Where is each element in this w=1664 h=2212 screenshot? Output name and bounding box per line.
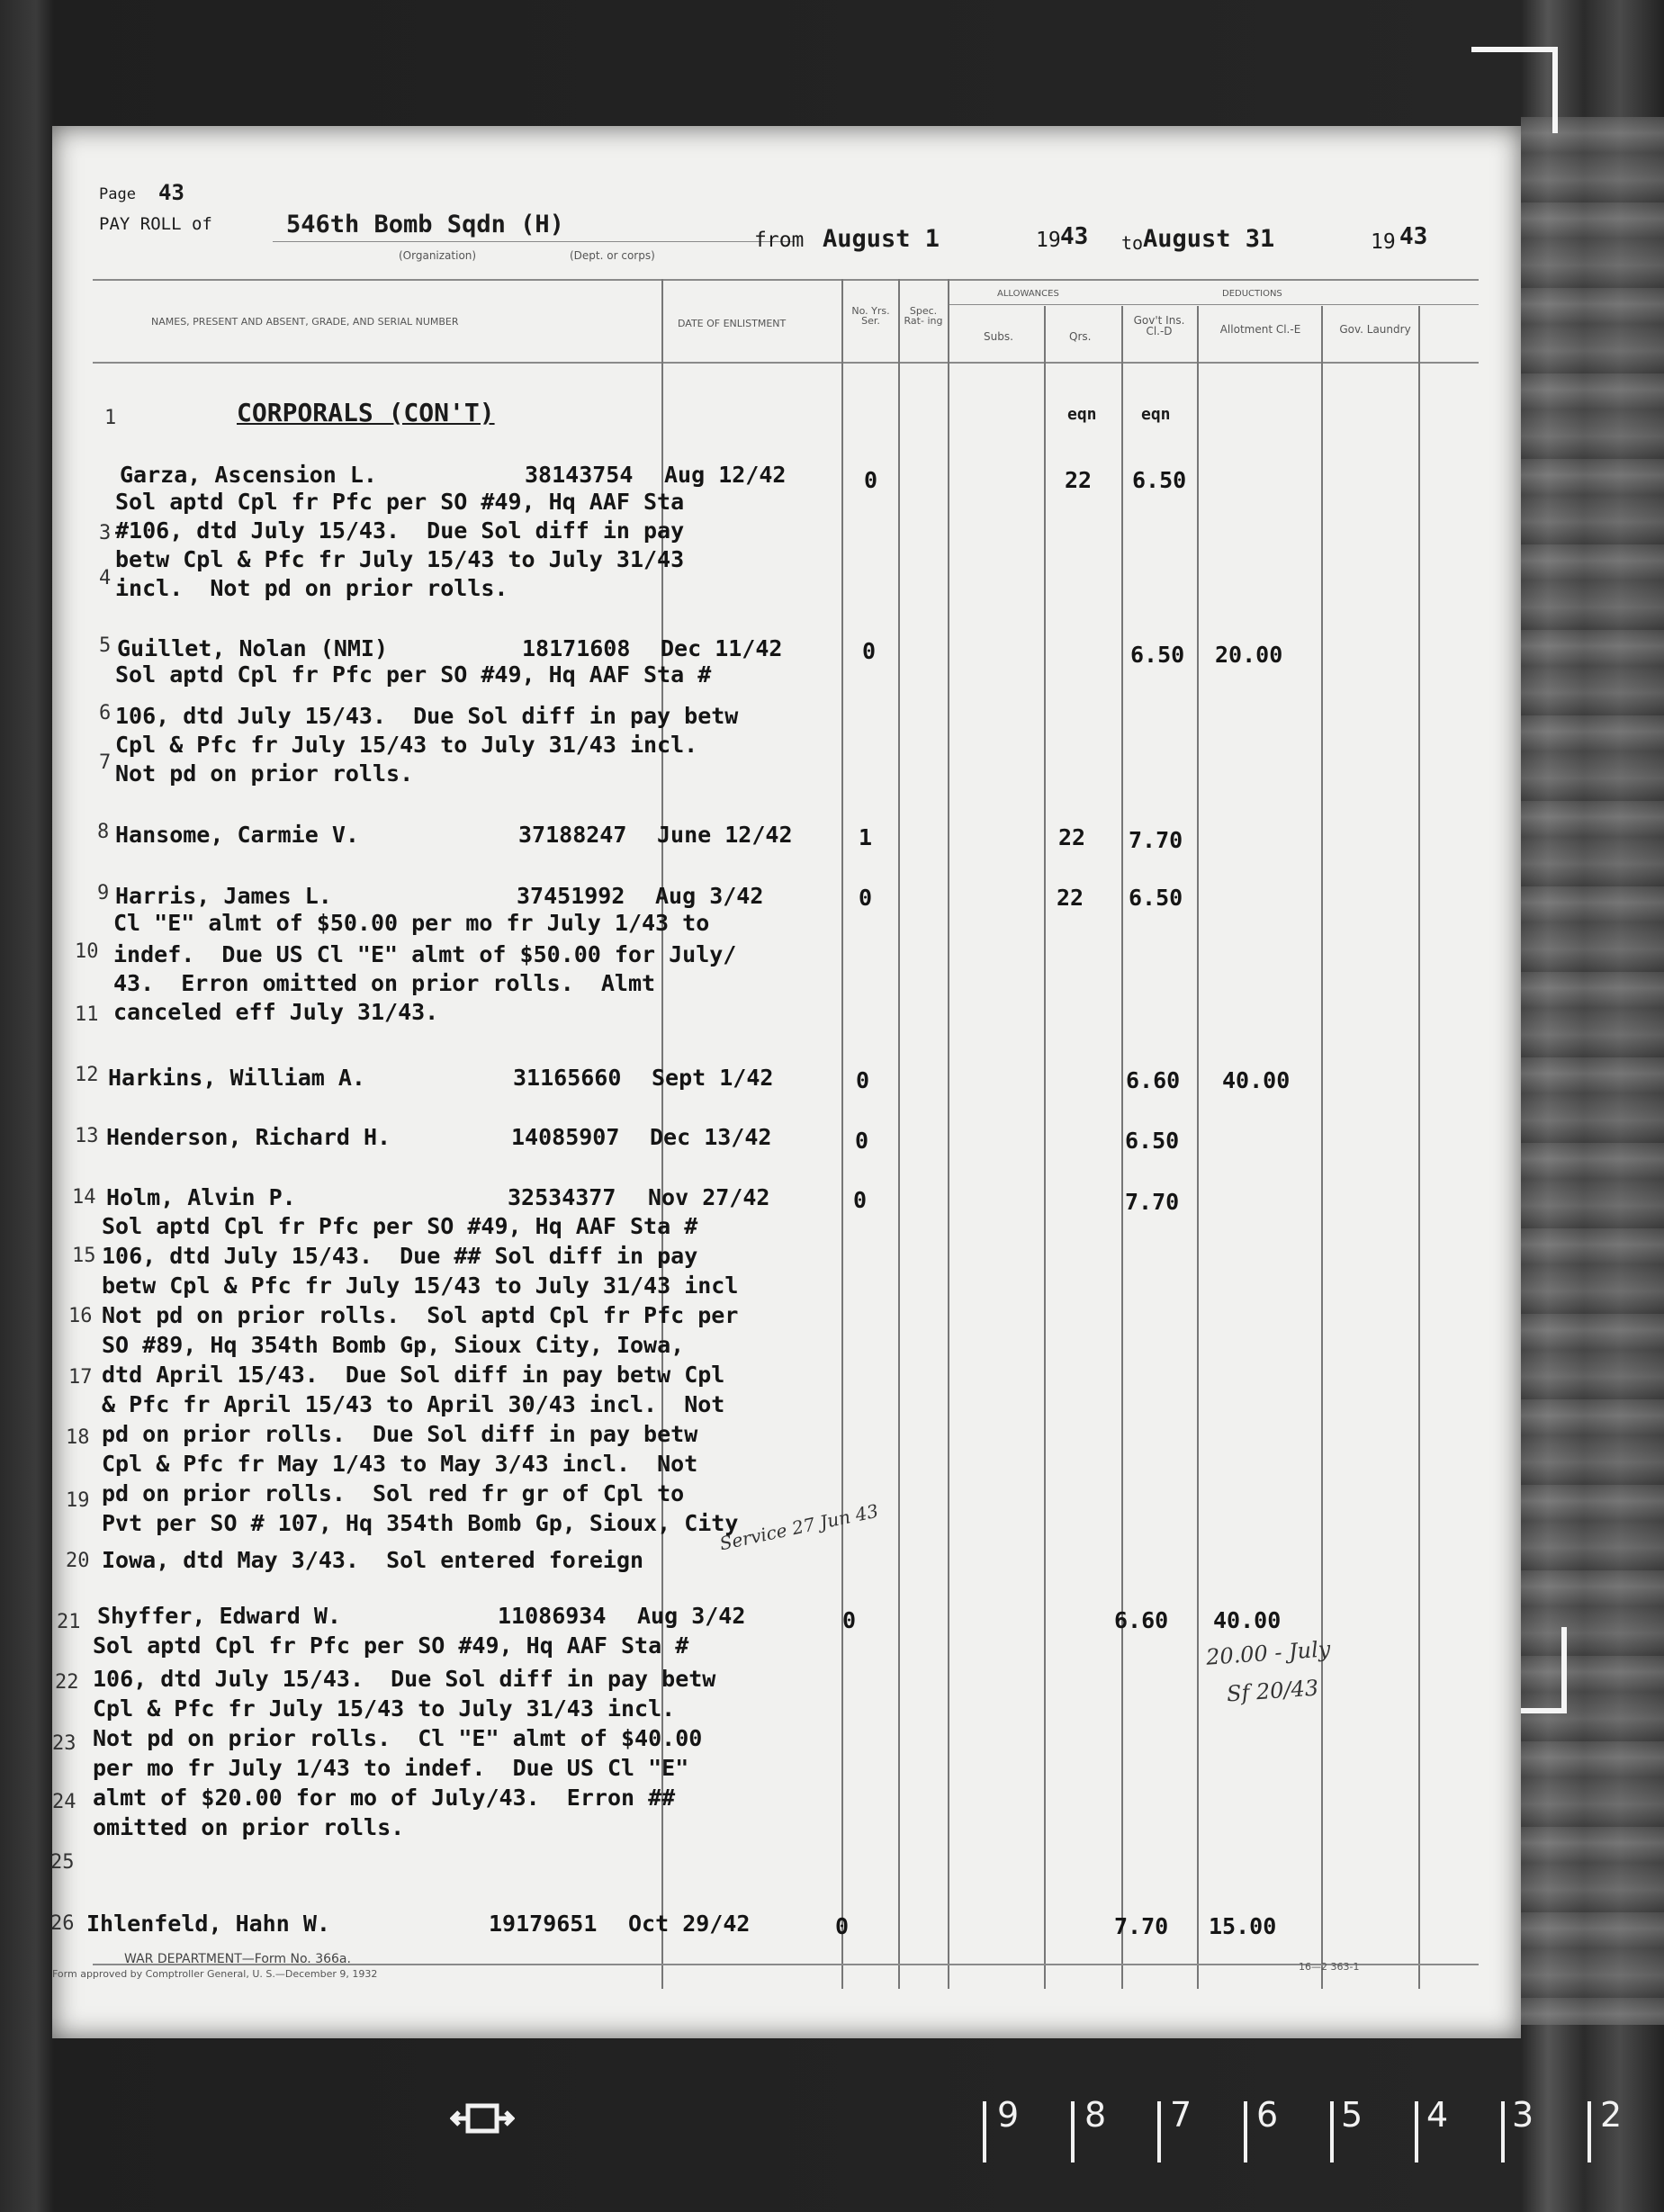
- soldier-name: Harris, James L.: [115, 883, 332, 909]
- col-header-insurance: Gov't Ins. Cl.-D: [1133, 314, 1185, 337]
- ruler-number: 9: [997, 2095, 1020, 2135]
- years-service: 0: [855, 1128, 869, 1154]
- allotment-value: 15.00: [1209, 1913, 1277, 1939]
- remark-line: Iowa, dtd May 3/43. Sol entered foreign: [102, 1547, 644, 1573]
- page-label: Page: [99, 185, 136, 203]
- col-header-qrs: Qrs.: [1069, 330, 1092, 343]
- section-mark-qrs: eqn: [1067, 405, 1097, 424]
- film-edge-streaks: [1521, 117, 1664, 2025]
- remark-line: Cl "E" almt of $50.00 per mo fr July 1/43 to: [113, 910, 710, 936]
- crop-mark-top-right: [1471, 47, 1558, 133]
- enlistment-date: Oct 29/42: [628, 1911, 751, 1937]
- row-number: 17: [68, 1366, 93, 1389]
- section-mark-ins: eqn: [1141, 405, 1171, 424]
- form-code: 16—2 363-1: [1299, 1961, 1360, 1973]
- col-header-enlistment: DATE OF ENLISTMENT: [678, 318, 787, 329]
- row-number: 8: [97, 821, 110, 843]
- branch-sublabel: (Dept. or corps): [570, 249, 655, 262]
- years-service: 0: [835, 1913, 850, 1939]
- ruler-number: 3: [1512, 2095, 1534, 2135]
- years-service: 1: [859, 824, 873, 850]
- remark-line: SO #89, Hq 354th Bomb Gp, Sioux City, Iowa,: [102, 1332, 685, 1358]
- insurance-value: 6.50: [1130, 642, 1185, 668]
- to-date: August 31: [1143, 225, 1275, 253]
- row-number: 26: [50, 1912, 75, 1935]
- row-number: 13: [75, 1125, 99, 1147]
- col-header-laundry: Gov. Laundry: [1339, 323, 1411, 336]
- remark-line: Sol aptd Cpl fr Pfc per SO #49, Hq AAF Sta #: [102, 1213, 698, 1239]
- allotment-value: 20.00: [1215, 642, 1283, 668]
- remark-line: Not pd on prior rolls. Cl "E" almt of $40.00: [93, 1725, 703, 1751]
- from-year-prefix: 19: [1036, 229, 1061, 252]
- row-number: 12: [75, 1064, 99, 1086]
- row-number: 19: [66, 1489, 90, 1512]
- insurance-value: 6.50: [1129, 885, 1183, 911]
- remark-line: 106, dtd July 15/43. Due Sol diff in pay betw: [115, 703, 739, 729]
- col-header-spec: Spec. Rat- ing: [904, 305, 943, 327]
- col-header-deductions: DEDUCTIONS: [1222, 289, 1282, 299]
- page-number: 43: [158, 180, 184, 205]
- ruler-number: 6: [1256, 2095, 1279, 2135]
- years-service: 0: [862, 638, 877, 664]
- col-header-allowances: ALLOWANCES: [997, 289, 1059, 299]
- enlistment-date: Nov 27/42: [648, 1184, 770, 1210]
- remark-line: Cpl & Pfc fr July 15/43 to July 31/43 incl.: [115, 732, 698, 758]
- from-year: 43: [1060, 223, 1089, 250]
- remark-line: Pvt per SO # 107, Hq 354th Bomb Gp, Sioux, City: [102, 1510, 739, 1536]
- form-number: WAR DEPARTMENT—Form No. 366a.: [124, 1952, 351, 1966]
- org-sublabel: (Organization): [399, 249, 477, 262]
- row-number: 22: [55, 1671, 79, 1694]
- serial-number: 11086934: [498, 1603, 607, 1629]
- soldier-name: Guillet, Nolan (NMI): [117, 635, 389, 661]
- years-service: 0: [859, 885, 873, 911]
- allotment-value: 40.00: [1213, 1607, 1282, 1633]
- payroll-label: PAY ROLL of: [99, 214, 212, 234]
- soldier-name: Holm, Alvin P.: [106, 1184, 296, 1210]
- serial-number: 14085907: [511, 1124, 620, 1150]
- remark-line: Not pd on prior rolls. Sol aptd Cpl fr Pfc per: [102, 1302, 739, 1328]
- form-approval: Form approved by Comptroller General, U. S.—December 9, 1932: [52, 1968, 378, 1980]
- soldier-name: Harkins, William A.: [108, 1065, 365, 1091]
- row-number: 7: [99, 751, 112, 774]
- serial-number: 37451992: [517, 883, 625, 909]
- enlistment-date: Dec 13/42: [650, 1124, 772, 1150]
- row-number: 11: [75, 1003, 99, 1026]
- row-number: 10: [75, 940, 99, 963]
- years-service: 0: [842, 1607, 857, 1633]
- remark-line: Sol aptd Cpl fr Pfc per SO #49, Hq AAF Sta #: [115, 661, 712, 688]
- row-number: 20: [66, 1550, 90, 1572]
- remark-line: betw Cpl & Pfc fr July 15/43 to July 31/43: [115, 546, 685, 572]
- row-number: 25: [50, 1851, 75, 1874]
- ruler-number: 7: [1170, 2095, 1192, 2135]
- insurance-value: 7.70: [1125, 1189, 1180, 1215]
- row-number: 14: [72, 1186, 96, 1209]
- row-number: 4: [99, 567, 112, 589]
- soldier-name: Shyffer, Edward W.: [97, 1603, 341, 1629]
- row-number: 21: [57, 1611, 81, 1633]
- ruler-number: 4: [1426, 2095, 1449, 2135]
- insurance-value: 6.60: [1114, 1607, 1169, 1633]
- remark-line: Sol aptd Cpl fr Pfc per SO #49, Hq AAF Sta: [115, 489, 685, 515]
- to-year: 43: [1399, 223, 1428, 250]
- remark-line: dtd April 15/43. Due Sol diff in pay betw Cpl: [102, 1362, 725, 1388]
- allotment-value: 40.00: [1222, 1067, 1291, 1093]
- remark-line: pd on prior rolls. Sol red fr gr of Cpl to: [102, 1480, 685, 1506]
- remark-line: Cpl & Pfc fr July 15/43 to July 31/43 incl.: [93, 1695, 676, 1722]
- years-service: 0: [864, 467, 878, 493]
- soldier-name: Garza, Ascension L.: [120, 462, 377, 488]
- enlistment-date: Aug 12/42: [664, 462, 787, 488]
- remark-line: 106, dtd July 15/43. Due ## Sol diff in pay: [102, 1243, 698, 1269]
- remark-line: canceled eff July 31/43.: [113, 999, 439, 1025]
- row-number: 23: [52, 1732, 76, 1755]
- years-service: 0: [853, 1187, 868, 1213]
- row-number: 5: [99, 634, 112, 657]
- serial-number: 38143754: [525, 462, 634, 488]
- remark-line: Cpl & Pfc fr May 1/43 to May 3/43 incl. Not: [102, 1451, 698, 1477]
- soldier-name: Ihlenfeld, Hahn W.: [86, 1911, 330, 1937]
- remark-line: indef. Due US Cl "E" almt of $50.00 for July/: [113, 941, 737, 967]
- col-header-allotment: Allotment Cl.-E: [1219, 323, 1301, 336]
- ruler-number: 2: [1600, 2095, 1623, 2135]
- insurance-value: 7.70: [1129, 827, 1183, 853]
- quarters-value: 22: [1058, 824, 1086, 850]
- col-header-name: NAMES, PRESENT AND ABSENT, GRADE, AND SERIAL NUMBER: [151, 316, 459, 328]
- remark-line: betw Cpl & Pfc fr July 15/43 to July 31/43 incl: [102, 1272, 739, 1299]
- handwritten-allotment-note: 20.00 - July: [1205, 1636, 1332, 1670]
- expand-icon: [450, 2097, 515, 2140]
- row-number: 9: [97, 882, 110, 904]
- row-number: 24: [52, 1791, 76, 1813]
- insurance-value: 6.60: [1126, 1067, 1181, 1093]
- row-number: 1: [104, 407, 117, 429]
- row-number: 6: [99, 702, 112, 724]
- soldier-name: Henderson, Richard H.: [106, 1124, 391, 1150]
- row-number: 18: [66, 1426, 90, 1449]
- serial-number: 32534377: [508, 1184, 616, 1210]
- enlistment-date: Aug 3/42: [637, 1603, 746, 1629]
- enlistment-date: Aug 3/42: [655, 883, 764, 909]
- remark-line: #106, dtd July 15/43. Due Sol diff in pay: [115, 517, 685, 544]
- remark-line: Sol aptd Cpl fr Pfc per SO #49, Hq AAF Sta #: [93, 1632, 689, 1659]
- insurance-value: 7.70: [1114, 1913, 1169, 1939]
- remark-line: almt of $20.00 for mo of July/43. Erron ##: [93, 1785, 676, 1811]
- years-service: 0: [856, 1067, 870, 1093]
- remark-line: per mo fr July 1/43 to indef. Due US Cl "E": [93, 1755, 689, 1781]
- ruler-number: 5: [1341, 2095, 1363, 2135]
- remark-line: 43. Erron omitted on prior rolls. Almt: [113, 970, 656, 996]
- remark-line: omitted on prior rolls.: [93, 1814, 405, 1840]
- insurance-value: 6.50: [1125, 1128, 1180, 1154]
- quarters-value: 22: [1065, 467, 1093, 493]
- from-label: from: [754, 229, 805, 252]
- organization-name: 546th Bomb Sqdn (H): [286, 211, 564, 238]
- enlistment-date: June 12/42: [657, 822, 793, 848]
- remark-line: Not pd on prior rolls.: [115, 760, 414, 787]
- serial-number: 37188247: [518, 822, 627, 848]
- col-header-years: No. Yrs. Ser.: [851, 305, 890, 327]
- serial-number: 19179651: [489, 1911, 598, 1937]
- enlistment-date: Dec 11/42: [661, 635, 783, 661]
- from-date: August 1: [823, 225, 940, 253]
- ruler-number: 8: [1084, 2095, 1107, 2135]
- remark-line: incl. Not pd on prior rolls.: [115, 575, 508, 601]
- insurance-value: 6.50: [1132, 467, 1187, 493]
- row-number: 16: [68, 1305, 93, 1327]
- remark-line: & Pfc fr April 15/43 to April 30/43 incl. Not: [102, 1391, 725, 1417]
- row-number: 15: [72, 1245, 96, 1267]
- remark-line: 106, dtd July 15/43. Due Sol diff in pay betw: [93, 1666, 716, 1692]
- enlistment-date: Sept 1/42: [652, 1065, 774, 1091]
- handwritten-service-note: Service 27 Jun 43: [717, 1499, 881, 1555]
- serial-number: 31165660: [513, 1065, 622, 1091]
- to-label: to: [1121, 232, 1144, 254]
- section-title: CORPORALS (CON'T): [237, 398, 495, 427]
- row-number: 3: [99, 522, 112, 544]
- soldier-name: Hansome, Carmie V.: [115, 822, 359, 848]
- remark-line: pd on prior rolls. Due Sol diff in pay betw: [102, 1421, 698, 1447]
- handwritten-initials: Sf 20/43: [1226, 1675, 1319, 1707]
- to-year-prefix: 19: [1371, 230, 1396, 254]
- payroll-document: [52, 126, 1521, 2038]
- serial-number: 18171608: [522, 635, 631, 661]
- quarters-value: 22: [1057, 885, 1084, 911]
- col-header-subs: Subs.: [984, 330, 1013, 343]
